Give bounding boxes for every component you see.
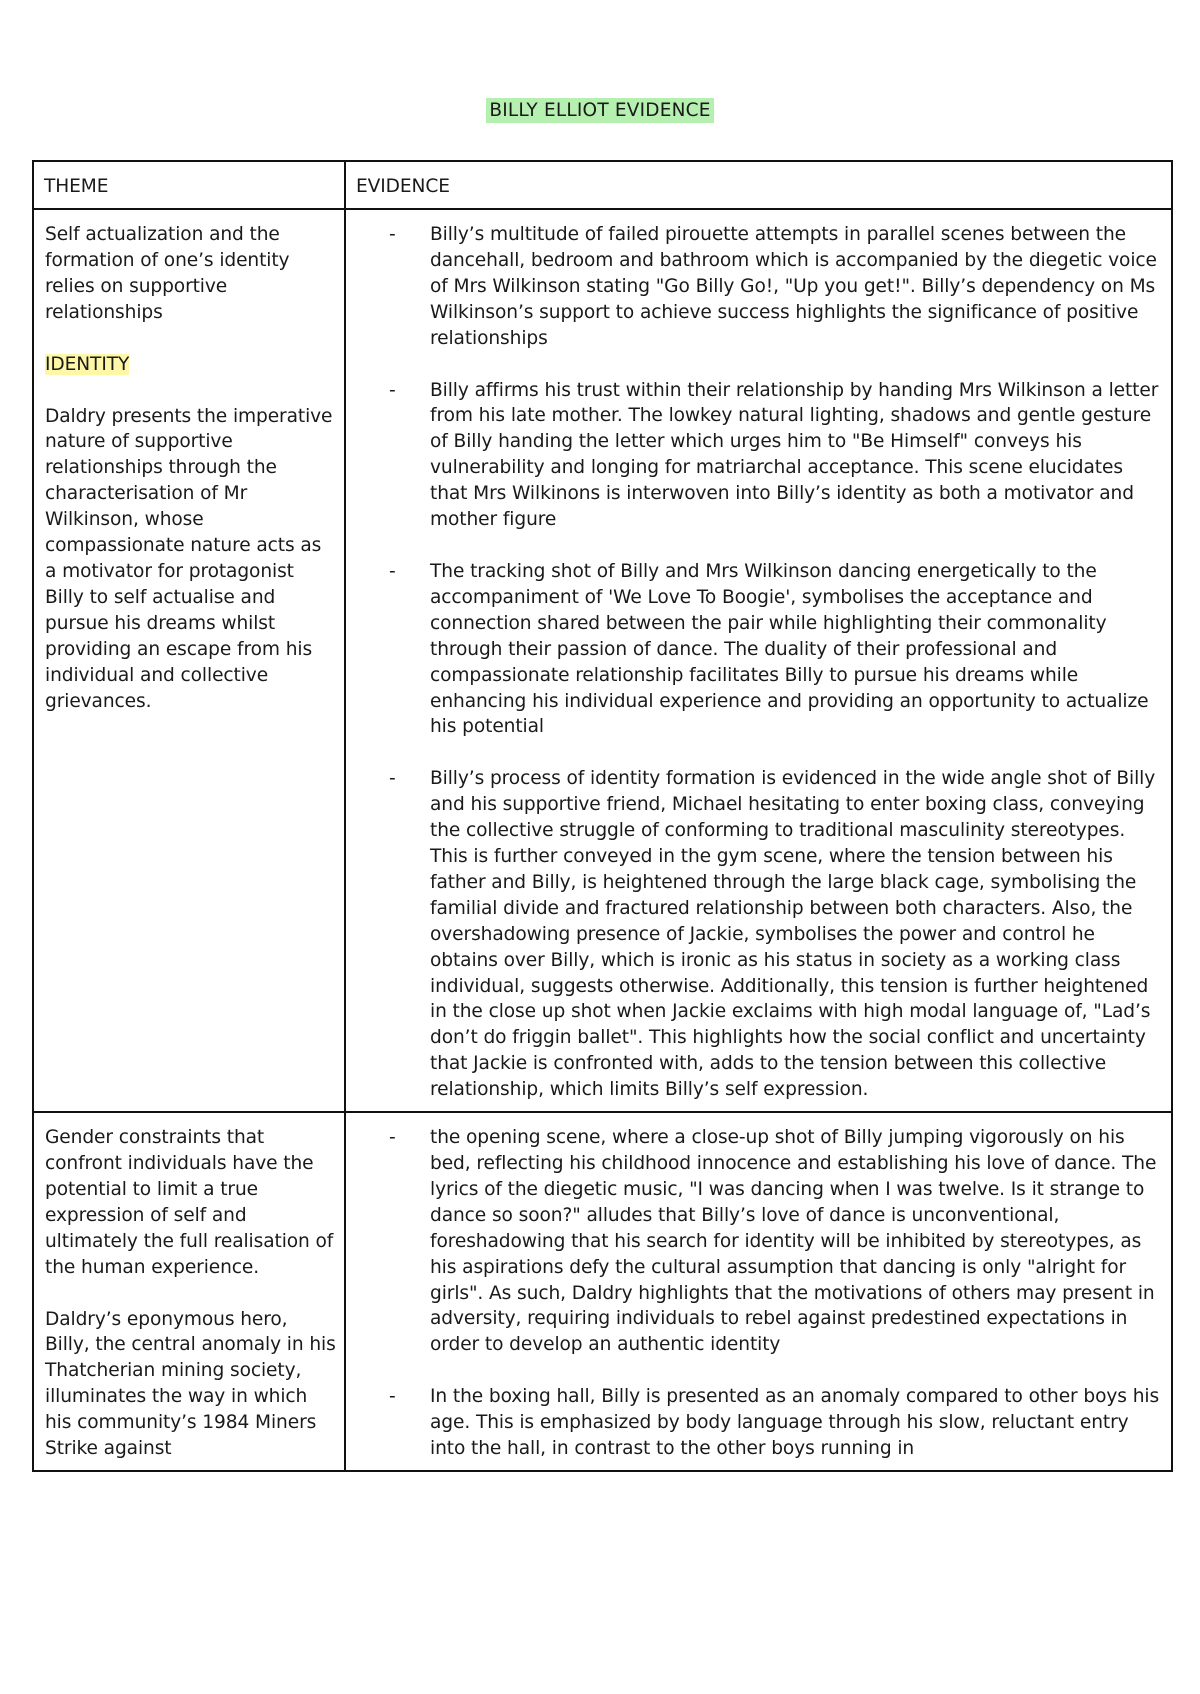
bullet-dash: - bbox=[389, 1386, 396, 1408]
theme-explanation: Daldry’s eponymous hero, Billy, the central anomaly in his Thatcherian mining society, illuminates the way in which his community’s 1984 Miners Strike against bbox=[45, 1308, 336, 1460]
theme-explanation: Daldry presents the imperative nature of supportive relationships through the characterisation of Mr Wilkinson, whose compassionate nature acts as a motivator for protagonist Billy to self actualise and pursue his dreams whilst providing an escape from his individual and collective grievances. bbox=[45, 405, 333, 712]
theme-column-header: THEME bbox=[33, 161, 345, 209]
theme-cell bbox=[33, 1112, 345, 1471]
list-item bbox=[356, 559, 1161, 740]
list-item bbox=[356, 222, 1161, 352]
list-item bbox=[356, 378, 1161, 533]
evidence-text: In the boxing hall, Billy is presented as an anomaly compared to other boys his age. This is emphasized by body language through his slow, reluctant entry into the hall, in contrast to the other boys running in bbox=[430, 1386, 1160, 1460]
table-row bbox=[33, 1112, 1172, 1471]
table-row bbox=[33, 209, 1172, 1112]
evidence-list bbox=[356, 222, 1161, 1103]
bullet-dash: - bbox=[389, 379, 396, 401]
list-item bbox=[356, 1125, 1161, 1358]
evidence-text: Billy’s process of identity formation is evidenced in the wide angle shot of Billy and his supportive friend, Michael hesitating to enter boxing class, conveying the collective struggle of conforming to traditional masculinity stereotypes. This is further conveyed in the gym scene, where the tension between his father and Billy, is heightened through the large black cage, symbolising the familial divide and fractured relationship between both characters. Also, the overshadowing presence of Jackie, symbolises the power and control he obtains over Billy, which is ironic as his status in society as a working class individual, suggests otherwise. Additionally, this tension is further heightened in the close up shot when Jackie exclaims with high modal language of, "Lad’s don’t do friggin ballet". This highlights how the social conflict and uncertainty that Jackie is confronted with, adds to the tension between this collective relationship, which limits Billy’s self expression. bbox=[430, 768, 1156, 1101]
evidence-text: the opening scene, where a close-up shot of Billy jumping vigorously on his bed, reflecting his childhood innocence and establishing his love of dance. The lyrics of the diegetic music, "I was dancing when I was twelve. Is it strange to dance so soon?" alludes that Billy’s love of dance is unconventional, foreshadowing that his search for identity will be inhibited by stereotypes, as his aspirations defy the cultural assumption that dancing is only "alright for girls". As such, Daldry highlights that the motivations of others may present in adversity, requiring individuals to rebel against predestined expectations in order to develop an authentic identity bbox=[430, 1127, 1157, 1356]
theme-statement: Gender constraints that confront individuals have the potential to limit a true expression of self and ultimately the full realisation of the human experience. bbox=[45, 1127, 334, 1278]
evidence-column-header: EVIDENCE bbox=[345, 161, 1172, 209]
list-item bbox=[356, 766, 1161, 1103]
evidence-text: Billy’s multitude of failed pirouette attempts in parallel scenes between the dancehall, bedroom and bathroom which is accompanied by the diegetic voice of Mrs Wilkinson stating "Go Billy Go!, "Up you get!". Billy’s dependency on Ms Wilkinson’s support to achieve success highlights the significance of positive relationships bbox=[430, 224, 1157, 349]
evidence-text: Billy affirms his trust within their relationship by handing Mrs Wilkinson a letter from his late mother. The lowkey natural lighting, shadows and gentle gesture of Billy handing the letter which urges him to "Be Himself" conveys his vulnerability and longing for matriarchal acceptance. This scene elucidates that Mrs Wilkinons is interwoven into Billy’s identity as both a motivator and mother figure bbox=[430, 379, 1159, 531]
evidence-text: The tracking shot of Billy and Mrs Wilkinson dancing energetically to the accompaniment of 'We Love To Boogie', symbolises the acceptance and connection shared between the pair while highlighting their commonality through their passion of dance. The duality of their professional and compassionate relationship facilitates Billy to pursue his dreams while enhancing his individual experience and providing an opportunity to actualize his potential bbox=[430, 560, 1149, 738]
document-title-text: BILLY ELLIOT EVIDENCE bbox=[486, 98, 713, 123]
bullet-dash: - bbox=[389, 560, 396, 582]
evidence-cell bbox=[345, 1112, 1172, 1471]
document-title bbox=[0, 100, 1200, 121]
theme-statement: Self actualization and the formation of one’s identity relies on supportive relationships bbox=[45, 224, 290, 323]
bullet-dash: - bbox=[389, 768, 396, 790]
theme-cell bbox=[33, 209, 345, 1112]
evidence-cell bbox=[345, 209, 1172, 1112]
bullet-dash: - bbox=[389, 1127, 396, 1149]
theme-tag bbox=[45, 352, 336, 378]
evidence-table bbox=[32, 160, 1173, 1472]
identity-highlight: IDENTITY bbox=[45, 353, 130, 375]
evidence-list bbox=[356, 1125, 1161, 1462]
bullet-dash: - bbox=[389, 224, 396, 245]
table-header-row bbox=[33, 161, 1172, 209]
list-item bbox=[356, 1384, 1161, 1462]
